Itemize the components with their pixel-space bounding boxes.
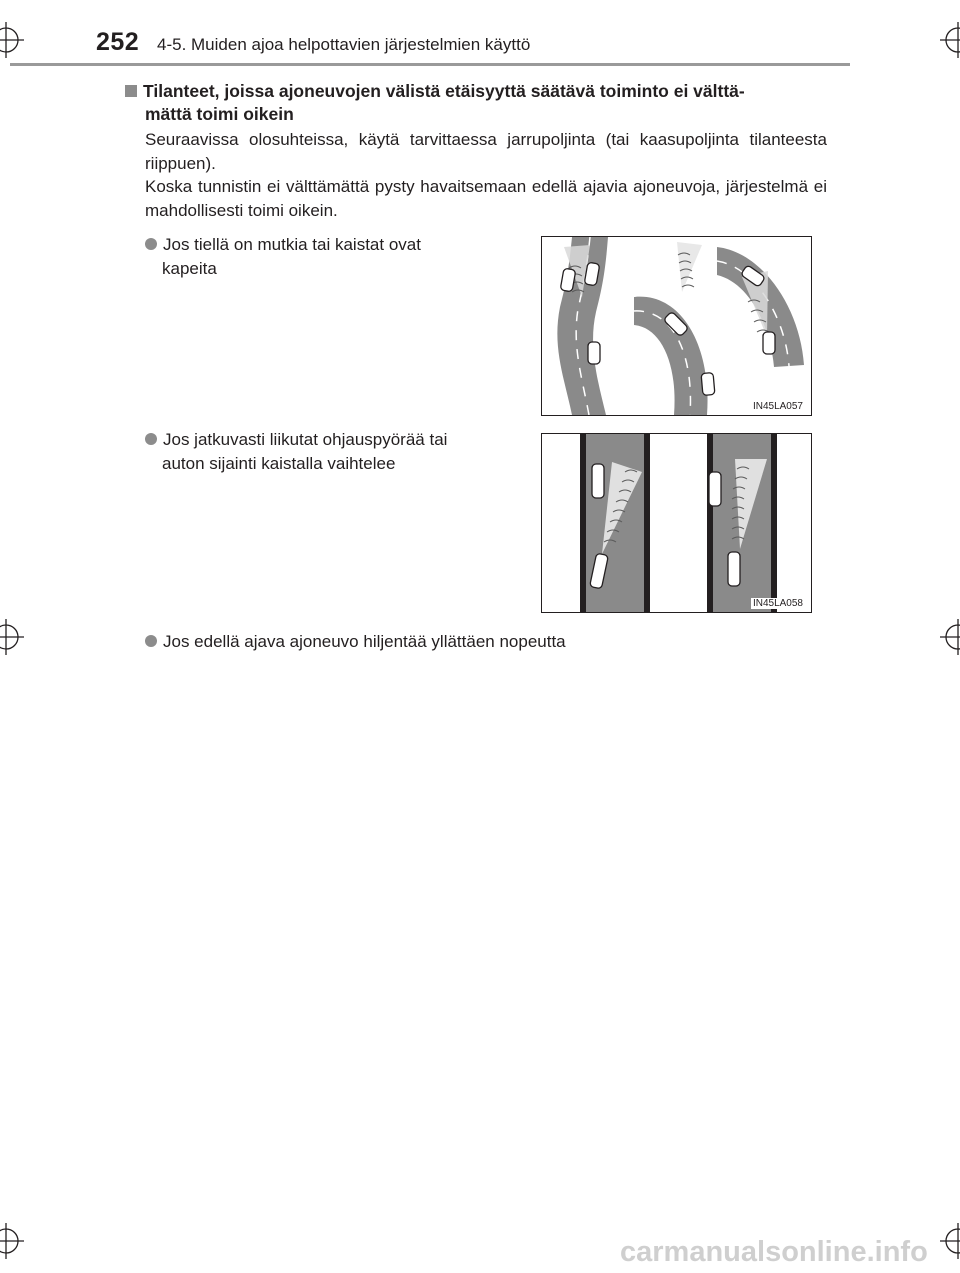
paragraph-2: Koska tunnistin ei välttämättä pysty havaitsemaan edellä ajavia ajoneuvoja, järjestelmä ei mahdollisesti toimi oikein. — [145, 177, 827, 220]
watermark-logo — [620, 1231, 952, 1273]
section-heading — [125, 80, 840, 126]
chapter-title: 4-5. Muiden ajoa helpottavien järjestelmien käyttö — [157, 35, 531, 54]
svg-text:carmanualsonline.info: carmanualsonline.info — [620, 1236, 928, 1268]
curved-roads-illustration — [542, 237, 811, 415]
page-number: 252 — [96, 28, 140, 56]
lane-position-illustration — [542, 434, 811, 612]
registration-mark-mid-right — [940, 619, 960, 655]
registration-mark-top-left — [0, 22, 24, 58]
circle-bullet-icon — [145, 238, 157, 250]
bullet-item-steering — [145, 428, 521, 475]
figure-curved-roads — [541, 236, 812, 416]
figure-lane-position — [541, 433, 812, 613]
bullet-2-line1: Jos jatkuvasti liikutat ohjauspyörää tai — [163, 430, 448, 449]
figure-code: IN45LA057 — [752, 401, 803, 412]
bullet-item-curves — [145, 233, 521, 280]
body-text — [145, 128, 827, 222]
circle-bullet-icon — [145, 433, 157, 445]
bullet-3-line1: Jos edellä ajava ajoneuvo hiljentää yllättäen nopeutta — [163, 632, 566, 651]
square-bullet-icon — [125, 85, 137, 97]
bullet-1-line1: Jos tiellä on mutkia tai kaistat ovat — [163, 235, 421, 254]
figure-code: IN45LA058 — [752, 598, 803, 609]
bullet-1-line2: kapeita — [162, 258, 217, 278]
section-heading-line2: mättä toimi oikein — [145, 104, 294, 124]
registration-mark-mid-left — [0, 619, 24, 655]
section-heading-line1: Tilanteet, joissa ajoneuvojen välistä etäisyyttä säätävä toiminto ei välttä- — [143, 81, 745, 101]
registration-mark-bottom-left — [0, 1223, 24, 1259]
circle-bullet-icon — [145, 635, 157, 647]
bullet-2-line2: auton sijainti kaistalla vaihtelee — [162, 453, 396, 473]
header-divider — [10, 63, 850, 66]
registration-mark-top-right — [940, 22, 960, 58]
bullet-item-deceleration — [145, 630, 745, 654]
paragraph-1: Seuraavissa olosuhteissa, käytä tarvittaessa jarrupoljinta (tai kaasupoljinta tilanteesta riippuen). — [145, 130, 827, 173]
